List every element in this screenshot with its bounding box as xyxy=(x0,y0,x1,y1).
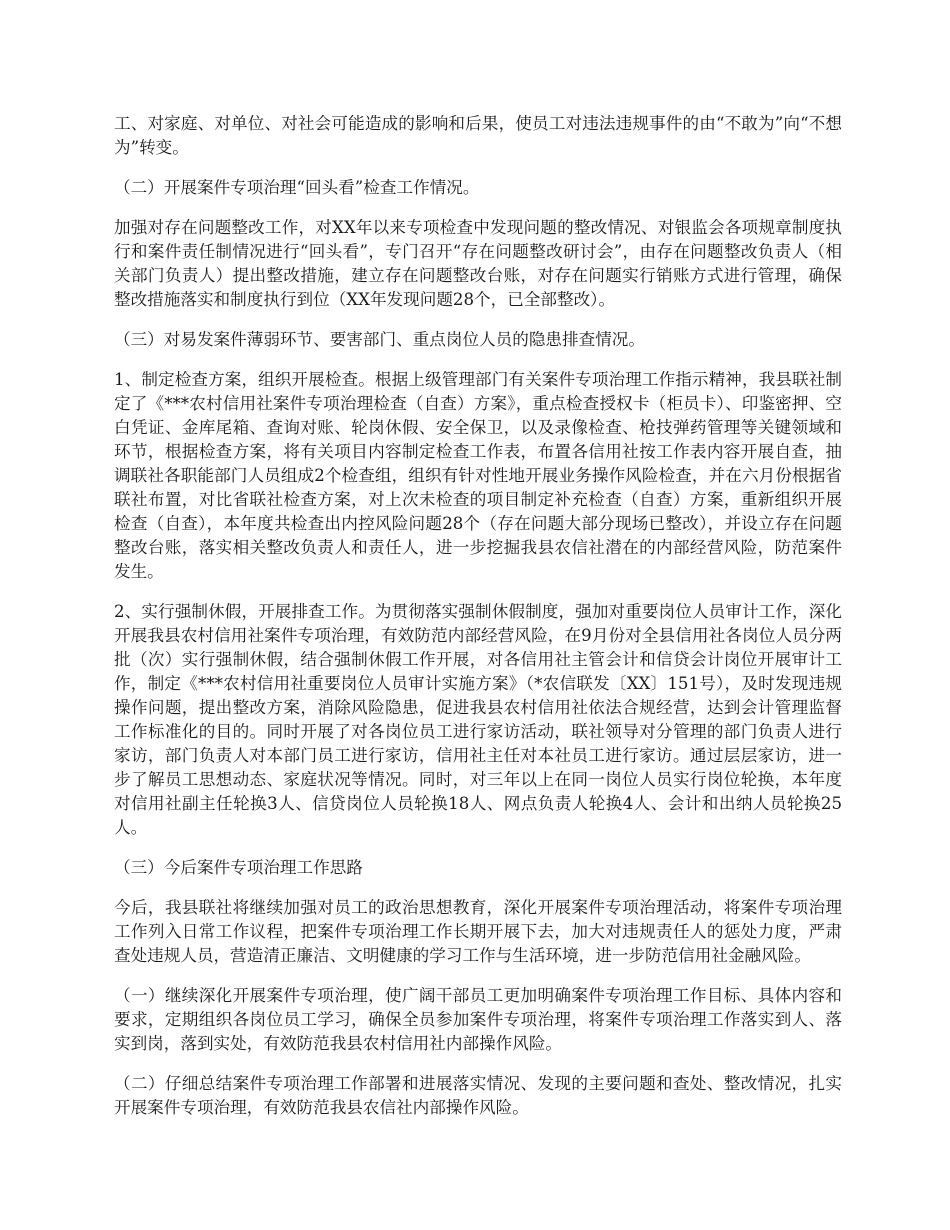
paragraph-future-ideas: 今后，我县联社将继续加强对员工的政治思想教育，深化开展案件专项治理活动，将案件专项治理工作列入日常工作议程，把案件专项治理工作长期开展下去，加大对违规责任人的惩处力度，严肃查处违规人员，营造清正廉洁、文明健康的学习工作与生活环境，进一步防范信用社金融风险。 xyxy=(114,898,842,965)
paragraph-consequences: 工、对家庭、对单位、对社会可能造成的影响和后果，使员工对违法违规事件的由“不敢为”向“不想为”转变。 xyxy=(114,114,842,157)
paragraph-summarize-work: （二）仔细总结案件专项治理工作部署和进展落实情况、发现的主要问题和查处、整改情况，扎实开展案件专项治理，有效防范我县农信社内部操作风险。 xyxy=(114,1074,842,1117)
document-body xyxy=(114,112,842,1136)
paragraph-mandatory-leave: 2、实行强制休假，开展排查工作。为贯彻落实强制休假制度，强加对重要岗位人员审计工作，深化开展我县农村信用社案件专项治理，有效防范内部经营风险，在9月份对全县信用社各岗位人员分两批（次）实行强制休假，结合强制休假工作开展，对各信用社主管会计和信贷会计岗位开展审计工作，制定《***农村信用社重要岗位人员审计实施方案》（*农信联发〔XX〕151号），及时发现违规操作问题，提出整改方案，消除风险隐患，促进我县农村信用社依法合规经营，达到会计管理监督工作标准化的目的。同时开展了对各岗位员工进行家访活动，联社领导对分管理的部门负责人进行家访，部门负责人对本部门员工进行家访，信用社主任对本社员工进行家访。通过层层家访，进一步了解员工思想动态、家庭状况等情况。同时，对三年以上在同一岗位人员实行岗位轮换，本年度对信用社副主任轮换3人、信贷岗位人员轮换18人、网点负责人轮换4人、会计和出纳人员轮换25人。 xyxy=(114,602,842,837)
paragraph-deepen-governance: （一）继续深化开展案件专项治理，使广阔干部员工更加明确案件专项治理工作目标、具体内容和要求，定期组织各岗位员工学习，确保全员参加案件专项治理，将案件专项治理工作落实到人、落实到岗，落到实处，有效防范我县农村信用社内部操作风险。 xyxy=(114,986,842,1053)
heading-hazard-screening: （三）对易发案件薄弱环节、要害部门、重点岗位人员的隐患排查情况。 xyxy=(114,330,645,349)
paragraph-inspection-plan: 1、制定检查方案，组织开展检查。根据上级管理部门有关案件专项治理工作指示精神，我县联社制定了《***农村信用社案件专项治理检查（自查）方案》，重点检查授权卡（柜员卡）、印鉴密押、空白凭证、金库尾箱、查询对账、轮岗休假、安全保卫，以及录像检查、枪技弹药管理等关键领域和环节，根据检查方案，将有关项目内容制定检查工作表，布置各信用社按工作表内容开展自查，抽调联社各职能部门人员组成2个检查组，组织有针对性地开展业务操作风险检查，并在六月份根据省联社布置，对比省联社检查方案，对上次未检查的项目制定补充检查（自查）方案，重新组织开展检查（自查），本年度共检查出内控风险问题28个（存在问题大部分现场已整改），并设立存在问题整改台账，落实相关整改负责人和责任人，进一步挖掘我县农信社潜在的内部经营风险，防范案件发生。 xyxy=(114,370,842,581)
heading-future-ideas: （三）今后案件专项治理工作思路 xyxy=(114,858,363,877)
paragraph-review-check: 加强对存在问题整改工作，对XX年以来专项检查中发现问题的整改情况、对银监会各项规章制度执行和案件责任制情况进行“回头看”，专门召开“存在问题整改研讨会”，由存在问题整改负责人（相关部门负责人）提出整改措施，建立存在问题整改台账，对存在问题实行销账方式进行管理，确保整改措施落实和制度执行到位（XX年发现问题28个，已全部整改）。 xyxy=(114,218,842,309)
heading-review-check: （二）开展案件专项治理“回头看”检查工作情况。 xyxy=(114,178,480,197)
